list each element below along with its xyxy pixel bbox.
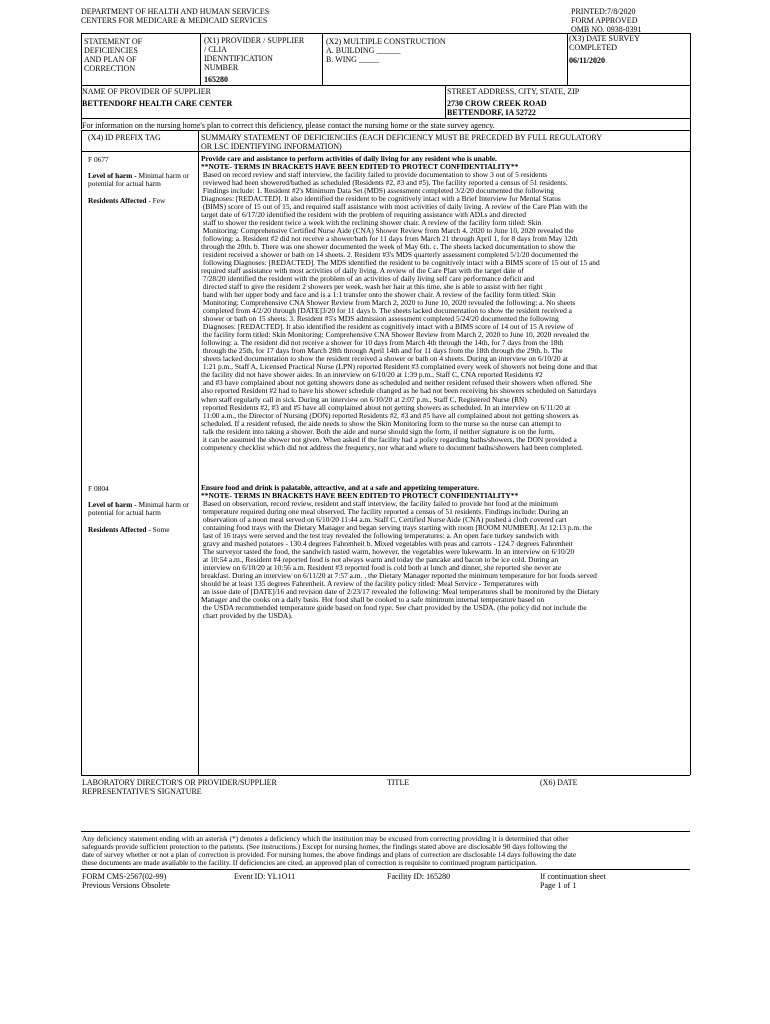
affected-value: Some bbox=[152, 524, 170, 534]
rule bbox=[81, 130, 82, 775]
form-id bbox=[82, 872, 170, 890]
address-label: STREET ADDRESS, CITY, STATE, ZIP bbox=[447, 87, 580, 96]
provider-id-value: 165280 bbox=[204, 75, 228, 84]
harm-level bbox=[88, 172, 196, 188]
agency-header bbox=[81, 7, 269, 25]
deficiency-text-line: also reported Resident #2 had to have his shower schedule changed as he had not been receiving his showers scheduled on Saturdays bbox=[201, 386, 597, 396]
deficiency-text-line: when staff regularly call in sick. During an interview on 6/10/20 at 2:07 p.m., Staff C, Registered Nurse (RN) bbox=[201, 394, 527, 404]
prefix-tag-header: (X4) ID PREFIX TAG bbox=[88, 133, 161, 142]
info-line: For information on the nursing home's plan to correct this deficiency, please contact the nursing home or the state survey agency. bbox=[82, 121, 495, 130]
date-survey-label bbox=[569, 34, 640, 52]
rule bbox=[81, 85, 690, 86]
label-line: AND PLAN OF bbox=[84, 55, 137, 64]
signature-label bbox=[82, 778, 277, 796]
label-line: (X1) PROVIDER / SUPPLIER bbox=[204, 36, 305, 45]
harm-value: Minimal harm or potential for actual harm bbox=[88, 171, 189, 189]
agency-line: CENTERS FOR MEDICARE & MEDICAID SERVICES bbox=[81, 16, 268, 25]
wing-field: B. WING _____ bbox=[326, 55, 379, 64]
provider-name-label: NAME OF PROVIDER OF SUPPLIER bbox=[82, 87, 211, 96]
deficiency-text-line: an issue date of [DATE]/16 and revision date of 2/23/17 revealed the following: Meal temperatures shall be monitored by the Dietary bbox=[201, 587, 600, 597]
page-number: Page 1 of 1 bbox=[540, 881, 577, 890]
deficiency-text-line: following Diagnoses: [REDACTED]. The MDS identified the resident to be cognitively intact with a BIMS score of 15 out of 15 and bbox=[201, 258, 600, 268]
rule bbox=[81, 130, 690, 131]
residents-affected bbox=[88, 197, 196, 205]
deficiency-summary bbox=[201, 155, 688, 452]
deficiency-tag-block bbox=[88, 156, 196, 205]
printed-date: PRINTED:7/8/2020 bbox=[571, 7, 636, 16]
rule bbox=[200, 33, 201, 85]
label-line: / CLIA bbox=[204, 45, 227, 54]
label-line: DEFICIENCIES bbox=[84, 46, 138, 55]
facility-id: Facility ID: 165280 bbox=[387, 872, 451, 881]
deficiency-text-line: following: a. Resident #2 did not receive a shower/bath for 11 days from March 21 through April 1, for 8 days from May 12th bbox=[201, 234, 578, 244]
affected-value: Few bbox=[152, 195, 166, 205]
deficiency-text-line: (BIMS) score of 15 out of 15, and required staff assistance with most activities of daily living. A review of the Care Plan with the bbox=[201, 202, 588, 212]
rule bbox=[567, 33, 568, 85]
deficiency-text-line: through the 25th, for 17 days from March 28th through April 14th and for 11 days from the 18th through the 29th. b. The bbox=[201, 346, 563, 356]
deficiency-text-line: shower or bath on 15 sheets. 3. Resident #5's MDS admission assessment completed 5/24/20 documented the following bbox=[201, 314, 559, 324]
footnote bbox=[82, 835, 692, 867]
deficiency-text-line: last of 16 trays were served and the test tray revealed the following temperatures: a. An open face turkey sandwich with bbox=[201, 531, 559, 541]
label-line: REPRESENTATIVE'S SIGNATURE bbox=[82, 787, 202, 796]
rule bbox=[81, 151, 690, 152]
header-line: OR LSC IDENTIFYING INFORMATION) bbox=[201, 142, 342, 151]
form-status-block bbox=[571, 7, 641, 34]
label-line: CORRECTION bbox=[84, 64, 136, 73]
deficiency-text-line: should be at least 135 degrees Fahrenheit. A review of the facility policy titled: Meal Service - Temperatures with bbox=[201, 579, 539, 589]
building-field: A. BUILDING ______ bbox=[326, 46, 401, 55]
obsolete-note: Previous Versions Obsolete bbox=[82, 881, 170, 890]
label-line: (X2) MULTIPLE CONSTRUCTION bbox=[326, 37, 446, 46]
deficiency-text-line: reviewed had been showered/bathed as scheduled (Residents #2, #3 and #5). The facility reported a census of 51 residents. bbox=[201, 178, 568, 188]
deficiency-text-line: the facility form titled: Skin Monitoring: Comprehensive CNA Shower Review from March 2, 2020 to June 10, 2020 revealed the bbox=[201, 330, 590, 340]
deficiency-text-line: Based on record review and staff interview, the facility failed to provide documentation to show 3 out of 5 residents bbox=[201, 170, 548, 180]
deficiency-title: Ensure food and drink is palatable, attractive, and at a safe and appetizing temperature. bbox=[201, 483, 480, 492]
event-id: Event ID: YL1O11 bbox=[234, 872, 296, 881]
rule bbox=[81, 118, 690, 119]
deficiency-text-line: breakfast. During an interview on 6/11/20 at 7:57 a.m. , the Dietary Manager reported the minimum temperature for hot foods served bbox=[201, 571, 597, 581]
deficiency-text-line: Findings include: 1. Resident #2's Minimum Data Set (MDS) assessment completed 3/2/20 documented the following bbox=[201, 186, 554, 196]
deficiency-text-line: chart provided by the USDA). bbox=[201, 611, 293, 621]
deficiency-summary bbox=[201, 484, 688, 620]
form-number: FORM CMS-2567(02-99) bbox=[82, 872, 167, 881]
address-line-1: 2730 CROW CREEK ROAD bbox=[447, 99, 547, 108]
deficiency-text-line: 7/28/20 identified the resident with the problem of an activities of daily living self care performance deficit and bbox=[201, 274, 535, 284]
deficiency-text-line: 11:00 a.m., the Director of Nursing (DON) reported Residents #2, #3 and #5 have all complained about not getting showers as bbox=[201, 410, 579, 420]
deficiency-text-line: 1:21 p.m., Staff A, Licensed Practical Nurse (LPN) reported Resident #3 complained every week of showers not being done and that bbox=[201, 362, 598, 372]
deficiency-text-line: Manager and the cooks on a daily basis. Hot food shall be cooked to a safe minimum internal temperature based on bbox=[201, 595, 545, 605]
deficiency-text-line: temperature required during one meal observed. The facility reported a census of 51 residents. Findings include: During an bbox=[201, 507, 569, 517]
deficiency-text-line: through the 20th. b. There was one shower documented the week of May 6th. c. The sheets lacked documentation to show the bbox=[201, 242, 576, 252]
multiple-construction bbox=[326, 37, 446, 64]
provider-id-label bbox=[204, 36, 304, 72]
deficiency-text-line: reported Residents #2, #3 and #5 have all complained about not getting showers as scheduled. In an interview on 6/11/20 at bbox=[201, 402, 571, 412]
deficiency-text-line: staff to shower the resident twice a week with the reclining shower chair. A review of the facility form titled: Skin bbox=[201, 218, 542, 228]
deficiency-text-line: hand with her upper body and face and is a 1:1 transfer onto the shower chair. A review of the facility form titled: Skin bbox=[201, 290, 556, 300]
deficiency-text-line: it can be assumed the shower not given. When asked if the facility had a policy regarding baths/showers, the DON provided a bbox=[201, 434, 577, 444]
harm-level bbox=[88, 501, 196, 517]
deficiency-text-line: talk the resident into taking a shower. Both the aide and nurse should sign the form, if neither signature is on the form, bbox=[201, 426, 555, 436]
label-line: (X3) DATE SURVEY bbox=[569, 34, 640, 43]
footnote-line: Any deficiency statement ending with an asterisk (*) denotes a deficiency which the institution may be excused from correcting providing it is determined that other bbox=[82, 834, 569, 843]
harm-label: Level of harm - bbox=[88, 500, 139, 510]
provider-name: BETTENDORF HEALTH CARE CENTER bbox=[82, 99, 233, 108]
deficiency-text-line: the facility did not have shower aides. In an interview on 6/10/20 at 1:39 p.m., Staff C, CNA reported Residents #2 bbox=[201, 370, 543, 380]
deficiency-text-line: **NOTE- TERMS IN BRACKETS HAVE BEEN EDITED TO PROTECT CONFIDENTIALITY** bbox=[201, 162, 519, 172]
omb-number: OMB NO. 0938-0391 bbox=[571, 25, 642, 34]
header-line: SUMMARY STATEMENT OF DEFICIENCIES (EACH DEFICIENCY MUST BE PRECEDED BY FULL REGULATORY bbox=[201, 133, 603, 142]
page-info bbox=[540, 872, 606, 890]
title-label: TITLE bbox=[387, 778, 410, 787]
deficiency-text-line: Diagnoses: [REDACTED]. It also identified the resident to be cognitively intact with a Brief Interview for Mental Status bbox=[201, 194, 561, 204]
deficiency-text-line: at 10:54 a.m., Resident #4 reported food is not always warm and today the pancake and bacon to be ice cold. During an bbox=[201, 555, 559, 565]
address-line-2: BETTENDORF, IA 52722 bbox=[447, 108, 536, 117]
affected-label: Residents Affected - bbox=[88, 195, 153, 205]
rule bbox=[81, 775, 690, 776]
deficiency-text-line: Monitoring: Comprehensive Certified Nurse Aide (CNA) Shower Review from March 4, 2020 to June 10, 2020 revealed the bbox=[201, 226, 574, 236]
label-line: COMPLETED bbox=[569, 43, 617, 52]
date-label: (X6) DATE bbox=[540, 778, 578, 787]
deficiency-text-line: the USDA recommended temperature guide based on food type. See chart provided by the USDA. (the policy did not include the bbox=[201, 603, 587, 613]
deficiency-text-line: gravy and mashed potatoes - 130.4 degrees Fahrenheit b. Mixed vegetables with peas and carrots - 124.7 degrees Fahrenheit bbox=[201, 539, 573, 549]
deficiency-text-line: observation of a noon meal served on 6/10/20 11:44 a.m. Staff C, Certified Nurse Aide (CNA) pushed a cloth covered cart bbox=[201, 515, 567, 525]
agency-line: DEPARTMENT OF HEALTH AND HUMAN SERVICES bbox=[81, 7, 270, 16]
deficiency-text-line: directed staff to give the resident 2 showers per week, wash her hair at this time, she is able to assist with her right bbox=[201, 282, 543, 292]
rule bbox=[690, 33, 691, 775]
form-approved: FORM APPROVED bbox=[571, 16, 638, 25]
deficiency-tag-block bbox=[88, 485, 196, 534]
rule bbox=[81, 869, 690, 870]
date-survey-value: 06/11/2020 bbox=[569, 56, 606, 65]
continuation-note: If continuation sheet bbox=[540, 872, 606, 881]
rule bbox=[445, 85, 446, 119]
deficiency-text-line: resident received a shower or bath on 14 sheets. 2. Resident #3's MDS quarterly assessment completed 5/1/20 documented the bbox=[201, 250, 579, 260]
deficiency-text-line: Diagnoses: [REDACTED]. It also identified the resident as cognitively intact with a BIMS score of 14 out of 15 A review of bbox=[201, 322, 574, 332]
footnote-line: these documents are made available to the facility. If deficiencies are cited, an approved plan of correction is requisite to continued program participation. bbox=[82, 858, 537, 868]
deficiency-text-line: Based on observation, record review, resident and staff interview, the facility failed to provide hot food at the minimum bbox=[201, 499, 559, 509]
deficiency-tag: F 0804 bbox=[88, 484, 109, 493]
deficiency-text-line: **NOTE- TERMS IN BRACKETS HAVE BEEN EDITED TO PROTECT CONFIDENTIALITY** bbox=[201, 491, 519, 501]
deficiency-text-line: sheets lacked documentation to show the resident received a shower or bath on 4 sheets. During an interview on 6/10/20 at bbox=[201, 354, 568, 364]
deficiency-body bbox=[201, 163, 688, 452]
label-line: IDENNTIFICATION bbox=[204, 54, 273, 63]
residents-affected bbox=[88, 526, 196, 534]
label-line: LABORATORY DIRECTOR'S OR PROVIDER/SUPPLIER bbox=[82, 778, 277, 787]
deficiency-tag: F 0677 bbox=[88, 155, 109, 164]
deficiency-text-line: interview on 6/10/20 at 10:56 a.m. Resident #3 reported food is cold both at lunch and dinner, she reported she never ate bbox=[201, 563, 562, 573]
rule bbox=[322, 33, 323, 85]
deficiency-text-line: target date of 6/17/20 identified the resident with the problem of requiring assistance with ADLs and directed bbox=[201, 210, 526, 220]
deficiency-text-line: containing food trays with the Dietary Manager and began serving trays starting with room [ROOM NUMBER]. At 12:13 p.m. the bbox=[201, 523, 593, 533]
deficiency-body bbox=[201, 492, 688, 620]
deficiency-text-line: and #3 have complained about not getting showers done as scheduled and neither resident refused their showers when offered. She bbox=[201, 378, 592, 388]
deficiency-text-line: Monitoring: Comprehensive CNA Shower Review from March 2, 2020 to June 10, 2020 revealed the following: a. No sheets bbox=[201, 298, 576, 308]
deficiency-title: Provide care and assistance to perform activities of daily living for any resident who is unable. bbox=[201, 154, 497, 163]
label-line: STATEMENT OF bbox=[84, 37, 143, 46]
affected-label: Residents Affected - bbox=[88, 524, 153, 534]
deficiency-text-line: completed from 4/2/20 through [DATE]3/20 for 11 days b. The sheets lacked documentation to show the resident received a bbox=[201, 306, 572, 316]
deficiency-text-line: scheduled. If a resident refused, the aide needs to show the Skin Monitoring form to the nurse so the nurse can attempt to bbox=[201, 418, 562, 428]
harm-value: Minimal harm or potential for actual harm bbox=[88, 500, 189, 518]
deficiency-text-line: competency checklist which did not address the frequency, nor what and where to document baths/showers had been completed. bbox=[201, 442, 583, 452]
deficiency-text-line: required staff assistance with most activities of daily living. A review of the Care Plan with the target date of bbox=[201, 266, 524, 276]
rule bbox=[81, 33, 82, 129]
statement-of-deficiencies-label bbox=[84, 37, 142, 73]
footnote-line: date of survey whether or not a plan of correction is provided. For nursing homes, the above findings and plans of correction are disclosable 14 days following the date bbox=[82, 850, 577, 860]
summary-header bbox=[201, 133, 602, 151]
deficiency-text-line: following: a. The resident did not receive a shower for 10 days from March 4th through the 14th, for 7 days from the 18th bbox=[201, 338, 564, 348]
harm-label: Level of harm - bbox=[88, 171, 139, 181]
footnote-line: safeguards provide sufficient protection to the patients. (See instructions.) Except for nursing homes, the findings stated above are disclosable 90 days following the bbox=[82, 842, 568, 852]
rule bbox=[198, 130, 199, 775]
deficiency-text-line: The surveyor tasted the food, the sandwich tasted warm, however, the vegetables were lukewarm. In an interview on 6/10/20 bbox=[201, 547, 575, 557]
label-line: NUMBER bbox=[204, 63, 239, 72]
rule bbox=[81, 831, 690, 832]
